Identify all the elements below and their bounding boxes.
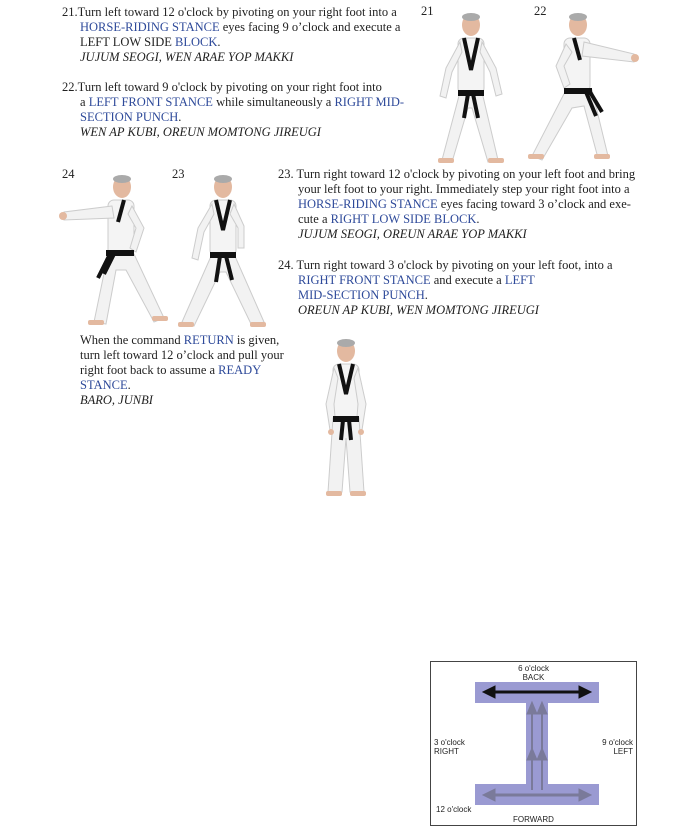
step-text: is given, bbox=[233, 333, 280, 347]
photo-step-23 bbox=[170, 170, 274, 332]
technique-term: RIGHT LOW SIDE BLOCK bbox=[330, 212, 477, 226]
step-text: . bbox=[424, 288, 428, 302]
clock-label: 9 o'clock bbox=[602, 738, 633, 747]
step-number: 21. bbox=[62, 5, 78, 19]
step-text: . bbox=[127, 378, 131, 392]
step-23-text bbox=[278, 167, 673, 242]
step-21-text bbox=[62, 5, 422, 65]
step-number: 22. bbox=[62, 80, 78, 94]
step-text: while simultaneously a bbox=[212, 95, 335, 109]
stance-term: READY bbox=[218, 363, 262, 377]
stance-term: HORSE-RIDING STANCE bbox=[298, 197, 438, 211]
step-text: Turn right toward 12 o'clock by pivoting on your left foot and bring bbox=[296, 167, 636, 181]
step-22-text bbox=[62, 80, 422, 140]
technique-term: SECTION PUNCH bbox=[80, 110, 179, 124]
photo-label-21: 21 bbox=[421, 4, 434, 18]
stance-term: HORSE-RIDING STANCE bbox=[80, 20, 220, 34]
stance-term: STANCE bbox=[80, 378, 128, 392]
direction-label: LEFT bbox=[613, 747, 633, 756]
step-text: and execute a bbox=[430, 273, 505, 287]
step-text: LEFT LOW SIDE bbox=[80, 35, 176, 49]
step-text: turn left toward 12 o’clock and pull your bbox=[80, 348, 284, 362]
step-text: your left foot to your right. Immediately step your right foot into a bbox=[298, 182, 630, 196]
photo-label-24: 24 bbox=[62, 167, 75, 181]
stance-term: RIGHT FRONT STANCE bbox=[298, 273, 431, 287]
photo-label-23: 23 bbox=[172, 167, 185, 181]
technique-term: RIGHT MID- bbox=[334, 95, 405, 109]
right-label bbox=[434, 738, 465, 756]
step-text: eyes facing 9 o’clock and execute a bbox=[219, 20, 401, 34]
clock-label: 3 o'clock bbox=[434, 738, 465, 747]
forward-label: FORWARD bbox=[513, 815, 554, 824]
command-term: RETURN bbox=[183, 333, 234, 347]
technique-term: MID-SECTION PUNCH bbox=[298, 288, 425, 302]
back-label bbox=[431, 664, 636, 682]
direction-label: RIGHT bbox=[434, 747, 459, 756]
step-text: . bbox=[476, 212, 480, 226]
step-text: cute a bbox=[298, 212, 331, 226]
photo-label-22: 22 bbox=[534, 4, 547, 18]
step-number: 24. bbox=[278, 258, 294, 272]
direction-diagram bbox=[430, 661, 637, 826]
step-text: Turn left toward 9 o'clock by pivoting on your right foot into bbox=[77, 80, 382, 94]
step-text: . bbox=[217, 35, 221, 49]
step-text: a bbox=[80, 95, 89, 109]
step-24-text bbox=[278, 258, 673, 318]
stance-term: LEFT FRONT STANCE bbox=[88, 95, 213, 109]
photo-step-24 bbox=[58, 170, 170, 332]
step-text: . bbox=[178, 110, 182, 124]
clock-label: 6 o'clock bbox=[518, 664, 549, 673]
korean-term: JUJUM SEOGI, OREUN ARAE YOP MAKKI bbox=[298, 227, 527, 241]
photo-ready-stance bbox=[316, 334, 376, 500]
photo-step-21 bbox=[420, 8, 520, 166]
return-text bbox=[80, 333, 310, 408]
step-text: eyes facing toward 3 o’clock and exe- bbox=[437, 197, 631, 211]
direction-label: BACK bbox=[522, 673, 545, 682]
korean-term: OREUN AP KUBI, WEN MOMTONG JIREUGI bbox=[298, 303, 539, 317]
step-text: When the command bbox=[80, 333, 184, 347]
step-text: Turn right toward 3 o'clock by pivoting on your left foot, into a bbox=[296, 258, 613, 272]
step-text: Turn left toward 12 o'clock by pivoting on your right foot into a bbox=[77, 5, 397, 19]
korean-term: JUJUM SEOGI, WEN ARAE YOP MAKKI bbox=[80, 50, 294, 64]
step-number: 23. bbox=[278, 167, 294, 181]
left-label bbox=[602, 738, 633, 756]
clock-label: 12 o'clock bbox=[436, 805, 472, 814]
technique-term: BLOCK bbox=[175, 35, 218, 49]
technique-term: LEFT bbox=[504, 273, 535, 287]
korean-term: WEN AP KUBI, OREUN MOMTONG JIREUGI bbox=[80, 125, 321, 139]
korean-term: BARO, JUNBI bbox=[80, 393, 153, 407]
step-text: right foot back to assume a bbox=[80, 363, 219, 377]
photo-step-22 bbox=[524, 8, 639, 166]
